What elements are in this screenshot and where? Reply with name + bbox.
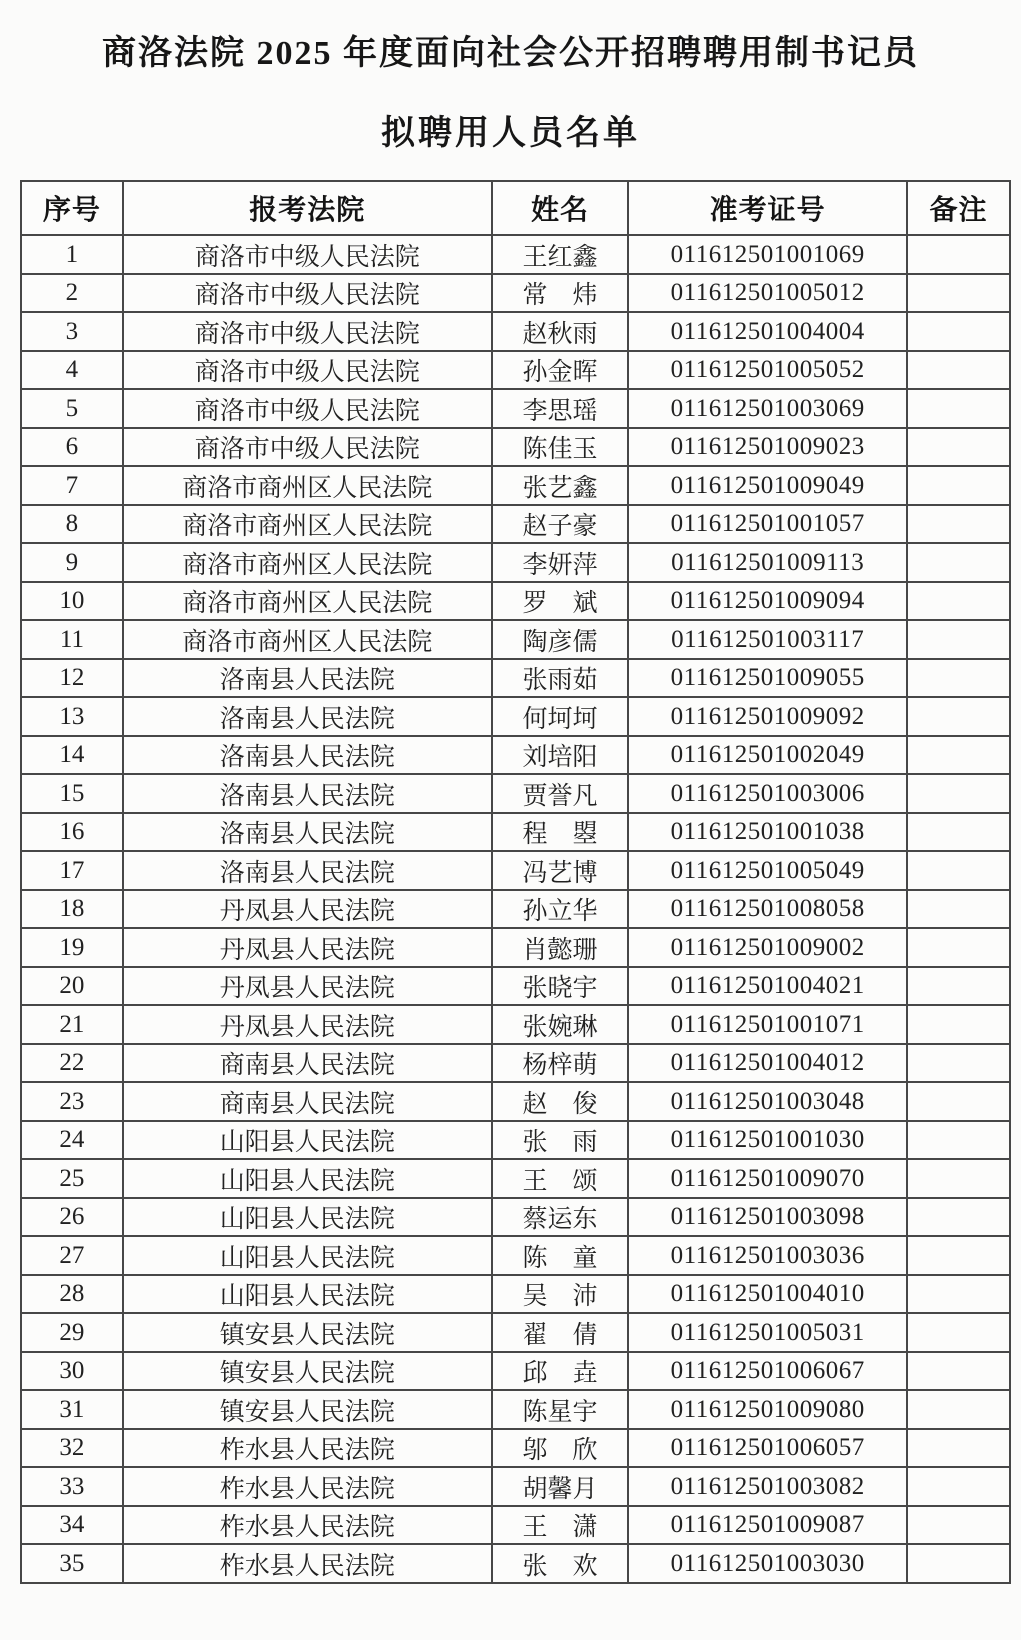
table-body — [21, 235, 1010, 1583]
table-row — [21, 659, 1010, 698]
cell-remark — [907, 582, 1010, 621]
cell-ticket: 011612501005049 — [628, 851, 907, 890]
cell-remark — [907, 736, 1010, 775]
cell-name: 王 颂 — [492, 1159, 628, 1198]
cell-no: 7 — [21, 466, 123, 505]
cell-court: 洛南县人民法院 — [123, 813, 492, 852]
cell-remark — [907, 659, 1010, 698]
cell-ticket: 011612501009113 — [628, 543, 907, 582]
cell-ticket: 011612501005012 — [628, 274, 907, 313]
cell-remark — [907, 235, 1010, 274]
cell-ticket: 011612501003048 — [628, 1082, 907, 1121]
table-row — [21, 389, 1010, 428]
cell-ticket: 011612501003117 — [628, 620, 907, 659]
cell-name: 李妍萍 — [492, 543, 628, 582]
table-row — [21, 466, 1010, 505]
cell-ticket: 011612501006057 — [628, 1429, 907, 1468]
table-row — [21, 967, 1010, 1006]
cell-court: 商洛市商州区人民法院 — [123, 505, 492, 544]
cell-remark — [907, 928, 1010, 967]
cell-remark — [907, 312, 1010, 351]
cell-remark — [907, 543, 1010, 582]
cell-name: 张艺鑫 — [492, 466, 628, 505]
cell-name: 孙立华 — [492, 890, 628, 929]
cell-no: 33 — [21, 1467, 123, 1506]
cell-no: 12 — [21, 659, 123, 698]
cell-court: 柞水县人民法院 — [123, 1544, 492, 1583]
cell-court: 洛南县人民法院 — [123, 736, 492, 775]
cell-no: 13 — [21, 697, 123, 736]
cell-name: 刘培阳 — [492, 736, 628, 775]
cell-ticket: 011612501003069 — [628, 389, 907, 428]
cell-court: 商洛市中级人民法院 — [123, 389, 492, 428]
cell-ticket: 011612501009002 — [628, 928, 907, 967]
cell-ticket: 011612501003098 — [628, 1198, 907, 1237]
cell-remark — [907, 1275, 1010, 1314]
cell-remark — [907, 1352, 1010, 1391]
cell-no: 19 — [21, 928, 123, 967]
cell-name: 程 曌 — [492, 813, 628, 852]
cell-court: 镇安县人民法院 — [123, 1352, 492, 1391]
cell-no: 27 — [21, 1236, 123, 1275]
cell-ticket: 011612501009087 — [628, 1506, 907, 1545]
cell-no: 8 — [21, 505, 123, 544]
table-row — [21, 928, 1010, 967]
cell-no: 29 — [21, 1313, 123, 1352]
cell-ticket: 011612501004021 — [628, 967, 907, 1006]
table-row — [21, 351, 1010, 390]
cell-no: 2 — [21, 274, 123, 313]
cell-name: 罗 斌 — [492, 582, 628, 621]
header-ticket: 准考证号 — [628, 181, 907, 235]
cell-no: 21 — [21, 1005, 123, 1044]
table-row — [21, 736, 1010, 775]
cell-name: 孙金晖 — [492, 351, 628, 390]
table-row — [21, 1121, 1010, 1160]
cell-no: 1 — [21, 235, 123, 274]
table-row — [21, 697, 1010, 736]
header-name: 姓名 — [492, 181, 628, 235]
cell-remark — [907, 505, 1010, 544]
cell-ticket: 011612501001071 — [628, 1005, 907, 1044]
cell-remark — [907, 890, 1010, 929]
table-row — [21, 1352, 1010, 1391]
cell-name: 王红鑫 — [492, 235, 628, 274]
table-row — [21, 1159, 1010, 1198]
table-row — [21, 1275, 1010, 1314]
cell-name: 邱 垚 — [492, 1352, 628, 1391]
cell-court: 商洛市商州区人民法院 — [123, 620, 492, 659]
cell-court: 镇安县人民法院 — [123, 1313, 492, 1352]
header-remark: 备注 — [907, 181, 1010, 235]
table-row — [21, 1467, 1010, 1506]
cell-court: 丹凤县人民法院 — [123, 967, 492, 1006]
cell-ticket: 011612501001069 — [628, 235, 907, 274]
header-court: 报考法院 — [123, 181, 492, 235]
cell-court: 洛南县人民法院 — [123, 774, 492, 813]
cell-court: 山阳县人民法院 — [123, 1198, 492, 1237]
cell-name: 邬 欣 — [492, 1429, 628, 1468]
cell-ticket: 011612501001038 — [628, 813, 907, 852]
cell-court: 山阳县人民法院 — [123, 1121, 492, 1160]
cell-remark — [907, 351, 1010, 390]
cell-no: 30 — [21, 1352, 123, 1391]
cell-ticket: 011612501009049 — [628, 466, 907, 505]
cell-ticket: 011612501009092 — [628, 697, 907, 736]
cell-name: 张 欢 — [492, 1544, 628, 1583]
table-row — [21, 582, 1010, 621]
header-row — [21, 181, 1010, 235]
cell-court: 柞水县人民法院 — [123, 1429, 492, 1468]
cell-remark — [907, 1198, 1010, 1237]
cell-court: 山阳县人民法院 — [123, 1275, 492, 1314]
roster-table — [20, 180, 1011, 1584]
cell-remark — [907, 428, 1010, 467]
table-row — [21, 890, 1010, 929]
cell-ticket: 011612501009023 — [628, 428, 907, 467]
cell-ticket: 011612501003036 — [628, 1236, 907, 1275]
cell-name: 吴 沛 — [492, 1275, 628, 1314]
cell-remark — [907, 967, 1010, 1006]
cell-remark — [907, 813, 1010, 852]
cell-court: 柞水县人民法院 — [123, 1467, 492, 1506]
cell-remark — [907, 1544, 1010, 1583]
cell-name: 冯艺博 — [492, 851, 628, 890]
cell-name: 肖懿珊 — [492, 928, 628, 967]
cell-remark — [907, 466, 1010, 505]
cell-court: 商洛市中级人民法院 — [123, 274, 492, 313]
table-row — [21, 813, 1010, 852]
cell-ticket: 011612501005052 — [628, 351, 907, 390]
cell-court: 商洛市中级人民法院 — [123, 235, 492, 274]
cell-court: 商南县人民法院 — [123, 1044, 492, 1083]
table-row — [21, 774, 1010, 813]
cell-no: 24 — [21, 1121, 123, 1160]
cell-court: 商洛市商州区人民法院 — [123, 543, 492, 582]
table-row — [21, 543, 1010, 582]
header-no: 序号 — [21, 181, 123, 235]
cell-remark — [907, 851, 1010, 890]
cell-ticket: 011612501001057 — [628, 505, 907, 544]
cell-ticket: 011612501009055 — [628, 659, 907, 698]
cell-remark — [907, 1390, 1010, 1429]
cell-court: 商洛市商州区人民法院 — [123, 582, 492, 621]
cell-no: 3 — [21, 312, 123, 351]
table-row — [21, 1429, 1010, 1468]
table-row — [21, 620, 1010, 659]
cell-name: 陈星宇 — [492, 1390, 628, 1429]
document-subtitle: 拟聘用人员名单 — [381, 115, 640, 153]
cell-ticket: 011612501009080 — [628, 1390, 907, 1429]
cell-remark — [907, 620, 1010, 659]
cell-ticket: 011612501004010 — [628, 1275, 907, 1314]
cell-name: 赵子豪 — [492, 505, 628, 544]
cell-ticket: 011612501003006 — [628, 774, 907, 813]
cell-court: 柞水县人民法院 — [123, 1506, 492, 1545]
cell-name: 陶彦儒 — [492, 620, 628, 659]
cell-no: 25 — [21, 1159, 123, 1198]
cell-name: 陈佳玉 — [492, 428, 628, 467]
cell-name: 赵 俊 — [492, 1082, 628, 1121]
cell-remark — [907, 1044, 1010, 1083]
cell-court: 丹凤县人民法院 — [123, 1005, 492, 1044]
cell-name: 杨梓萌 — [492, 1044, 628, 1083]
cell-remark — [907, 774, 1010, 813]
table-row — [21, 428, 1010, 467]
cell-court: 山阳县人民法院 — [123, 1236, 492, 1275]
cell-ticket: 011612501001030 — [628, 1121, 907, 1160]
cell-ticket: 011612501002049 — [628, 736, 907, 775]
cell-remark — [907, 274, 1010, 313]
cell-no: 28 — [21, 1275, 123, 1314]
cell-name: 翟 倩 — [492, 1313, 628, 1352]
cell-court: 洛南县人民法院 — [123, 659, 492, 698]
table-row — [21, 1005, 1010, 1044]
cell-remark — [907, 1121, 1010, 1160]
cell-name: 陈 童 — [492, 1236, 628, 1275]
cell-name: 何坷坷 — [492, 697, 628, 736]
cell-ticket: 011612501008058 — [628, 890, 907, 929]
cell-court: 洛南县人民法院 — [123, 697, 492, 736]
cell-ticket: 011612501004012 — [628, 1044, 907, 1083]
cell-remark — [907, 1313, 1010, 1352]
cell-no: 6 — [21, 428, 123, 467]
cell-no: 23 — [21, 1082, 123, 1121]
cell-name: 张雨茹 — [492, 659, 628, 698]
cell-ticket: 011612501009094 — [628, 582, 907, 621]
cell-no: 31 — [21, 1390, 123, 1429]
cell-name: 贾誉凡 — [492, 774, 628, 813]
table-row — [21, 851, 1010, 890]
cell-no: 4 — [21, 351, 123, 390]
cell-no: 26 — [21, 1198, 123, 1237]
cell-no: 16 — [21, 813, 123, 852]
table-row — [21, 1044, 1010, 1083]
cell-name: 张晓宇 — [492, 967, 628, 1006]
cell-no: 15 — [21, 774, 123, 813]
cell-name: 蔡运东 — [492, 1198, 628, 1237]
table-row — [21, 1390, 1010, 1429]
table-row — [21, 235, 1010, 274]
cell-no: 20 — [21, 967, 123, 1006]
cell-name: 李思瑶 — [492, 389, 628, 428]
table-row — [21, 1544, 1010, 1583]
cell-ticket: 011612501006067 — [628, 1352, 907, 1391]
cell-court: 商洛市中级人民法院 — [123, 428, 492, 467]
cell-no: 11 — [21, 620, 123, 659]
cell-court: 镇安县人民法院 — [123, 1390, 492, 1429]
cell-court: 山阳县人民法院 — [123, 1159, 492, 1198]
cell-remark — [907, 1506, 1010, 1545]
cell-no: 35 — [21, 1544, 123, 1583]
cell-ticket: 011612501005031 — [628, 1313, 907, 1352]
cell-no: 5 — [21, 389, 123, 428]
cell-court: 洛南县人民法院 — [123, 851, 492, 890]
cell-no: 9 — [21, 543, 123, 582]
cell-no: 32 — [21, 1429, 123, 1468]
document-title: 商洛法院 2025 年度面向社会公开招聘聘用制书记员 — [102, 35, 919, 72]
cell-remark — [907, 1082, 1010, 1121]
table-row — [21, 1236, 1010, 1275]
table-row — [21, 505, 1010, 544]
cell-ticket: 011612501003082 — [628, 1467, 907, 1506]
cell-ticket: 011612501003030 — [628, 1544, 907, 1583]
cell-court: 商南县人民法院 — [123, 1082, 492, 1121]
table-row — [21, 1198, 1010, 1237]
cell-name: 赵秋雨 — [492, 312, 628, 351]
cell-court: 丹凤县人民法院 — [123, 928, 492, 967]
cell-name: 张 雨 — [492, 1121, 628, 1160]
cell-no: 18 — [21, 890, 123, 929]
cell-remark — [907, 1236, 1010, 1275]
table-row — [21, 274, 1010, 313]
cell-ticket: 011612501009070 — [628, 1159, 907, 1198]
table-row — [21, 312, 1010, 351]
cell-no: 34 — [21, 1506, 123, 1545]
cell-court: 商洛市中级人民法院 — [123, 312, 492, 351]
cell-no: 17 — [21, 851, 123, 890]
cell-no: 14 — [21, 736, 123, 775]
table-row — [21, 1313, 1010, 1352]
cell-no: 10 — [21, 582, 123, 621]
table-row — [21, 1506, 1010, 1545]
table-row — [21, 1082, 1010, 1121]
cell-remark — [907, 1429, 1010, 1468]
cell-remark — [907, 697, 1010, 736]
cell-remark — [907, 389, 1010, 428]
cell-remark — [907, 1159, 1010, 1198]
cell-no: 22 — [21, 1044, 123, 1083]
cell-court: 商洛市中级人民法院 — [123, 351, 492, 390]
cell-remark — [907, 1005, 1010, 1044]
cell-court: 丹凤县人民法院 — [123, 890, 492, 929]
cell-court: 商洛市商州区人民法院 — [123, 466, 492, 505]
cell-name: 王 潇 — [492, 1506, 628, 1545]
cell-name: 常 炜 — [492, 274, 628, 313]
cell-name: 张婉琳 — [492, 1005, 628, 1044]
cell-remark — [907, 1467, 1010, 1506]
table-header — [21, 181, 1010, 235]
cell-ticket: 011612501004004 — [628, 312, 907, 351]
cell-name: 胡馨月 — [492, 1467, 628, 1506]
